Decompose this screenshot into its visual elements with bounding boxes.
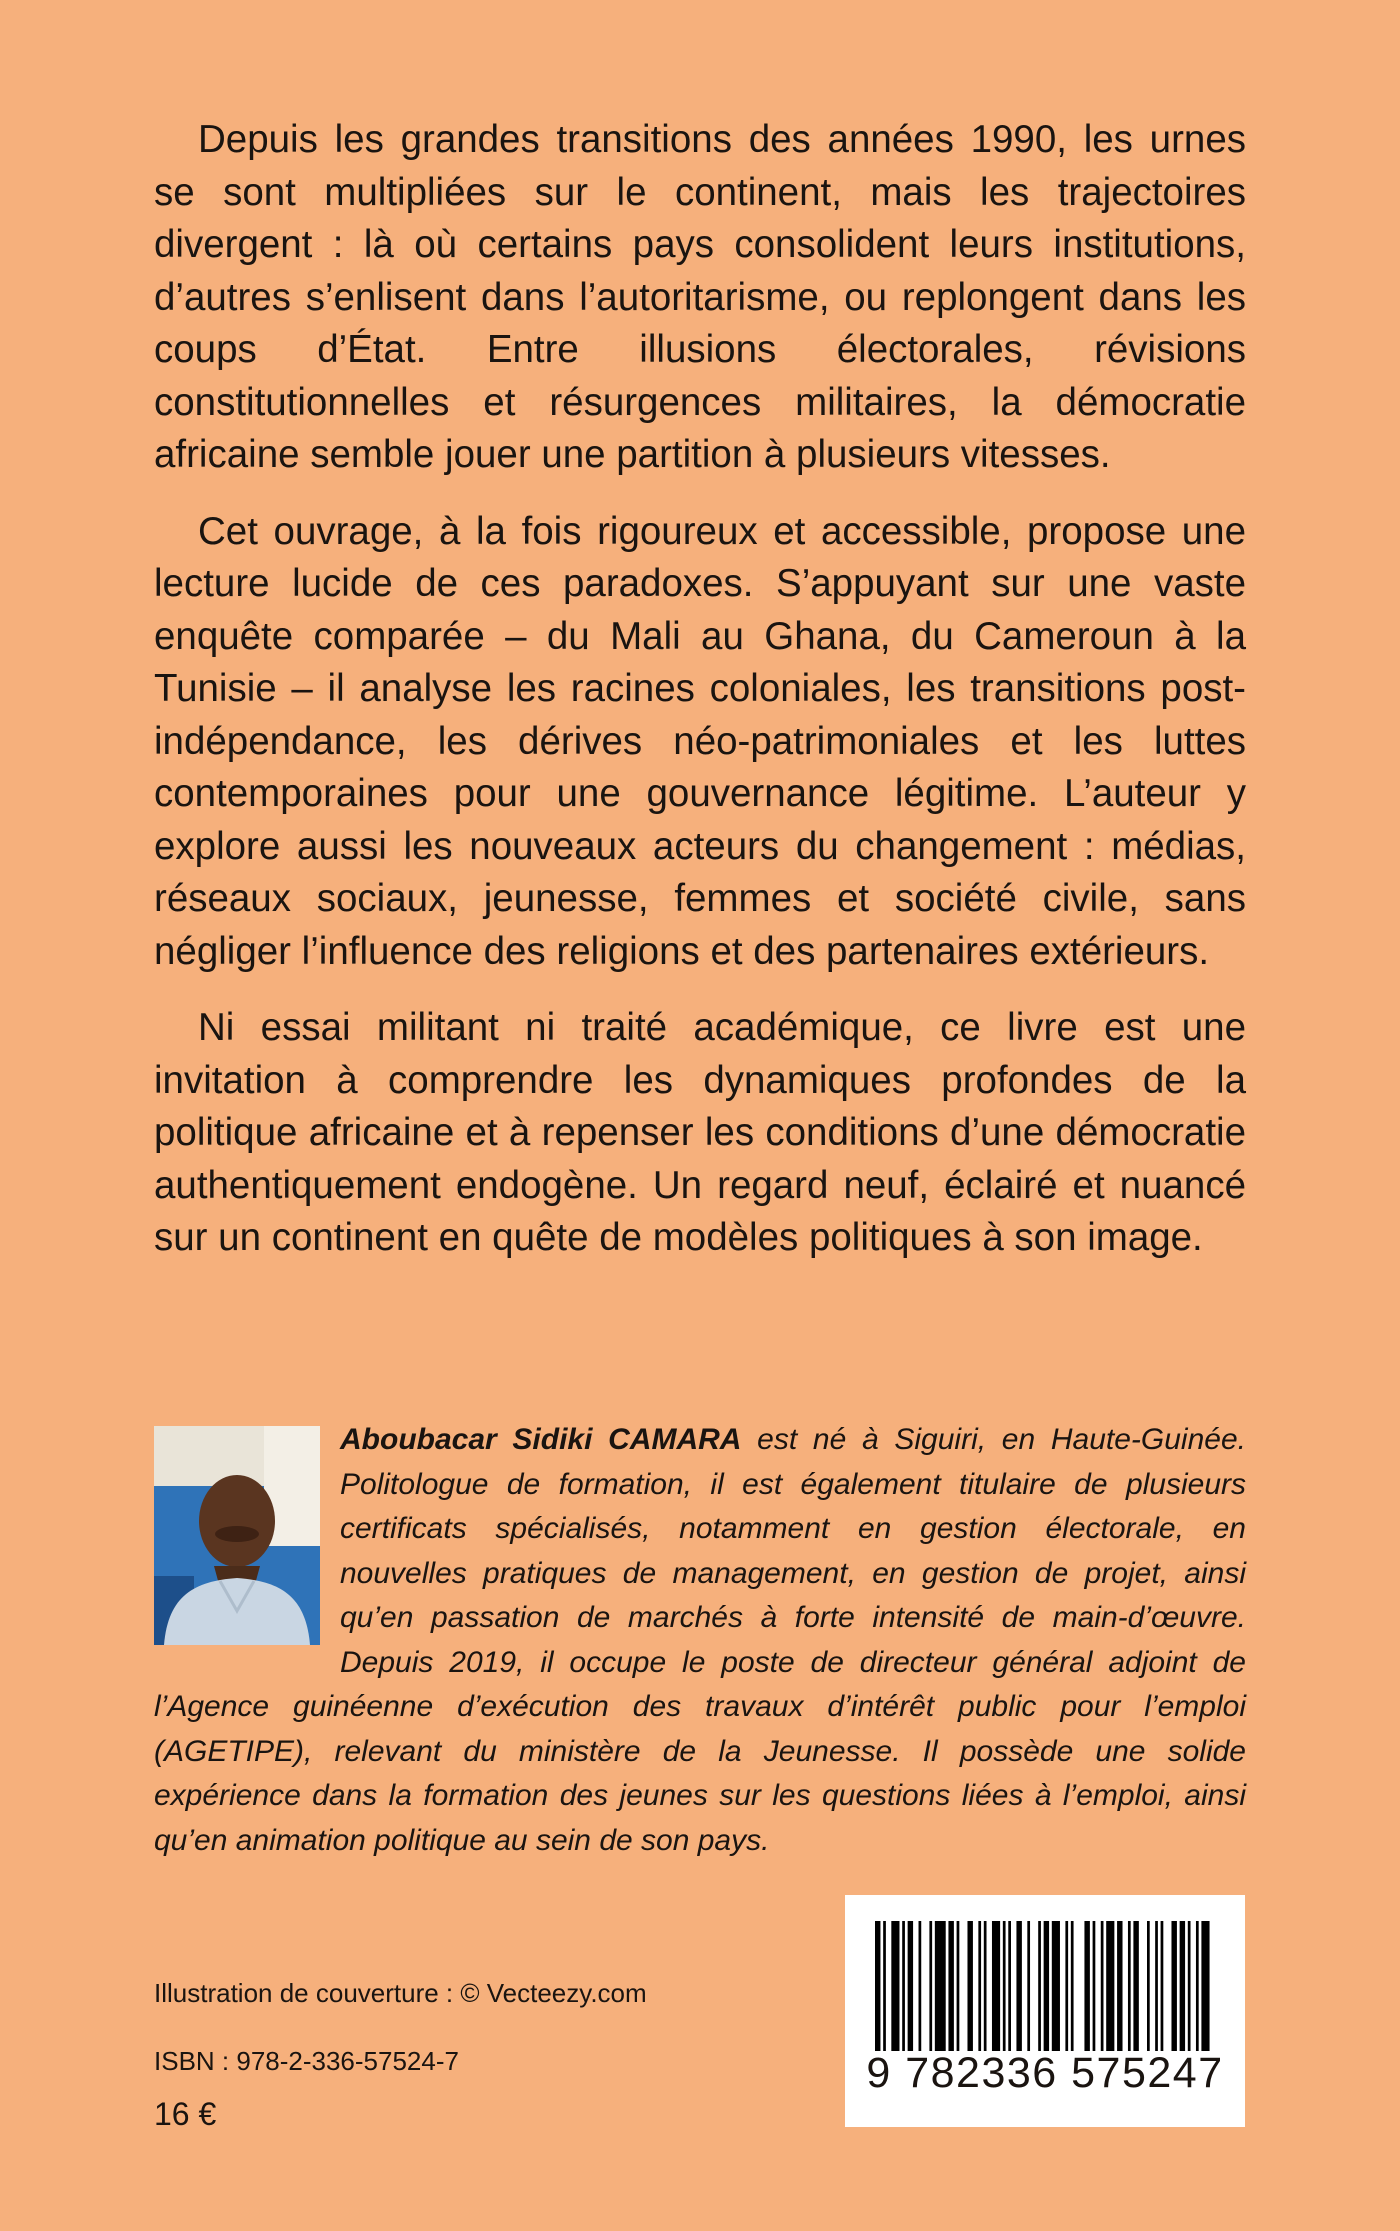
barcode-bars	[875, 1921, 1215, 2051]
summary-paragraph-1: Depuis les grandes transitions des années 1990, les urnes se sont multipliées sur le continent, mais les trajectoires divergent : là où certains pays consolident leurs institutions, d’autres s’enlisent dans l’autoritarisme, ou replongent dans les coups d’État. Entre illusions électorales, révisions constitutionnelles et résurgences militaires, la démocratie africaine semble jouer une partition à plusieurs vitesses.	[154, 118, 1246, 476]
summary-paragraph-3: Ni essai militant ni traité académique, ce livre est une invitation à comprendre les dynamiques profondes de la politique africaine et à repenser les conditions d’une démocratie authentiquement endogène. Un regard neuf, éclairé et nuancé sur un continent en quête de modèles politiques à son image.	[154, 1006, 1246, 1259]
author-name: Aboubacar Sidiki CAMARA	[340, 1423, 742, 1456]
author-bio	[154, 1418, 1246, 1863]
summary-paragraph-2: Cet ouvrage, à la fois rigoureux et accessible, propose une lecture lucide de ces paradoxes. S’appuyant sur une vaste enquête comparée – du Mali au Ghana, du Cameroun à la Tunisie – il analyse les racines coloniales, les transitions post-indépendance, les dérives néo-patrimoniales et les luttes contemporaines pour une gouvernance légitime. L’auteur y explore aussi les nouveaux acteurs du changement : médias, réseaux sociaux, jeunesse, femmes et société civile, sans négliger l’influence des religions et des partenaires extérieurs.	[154, 509, 1246, 973]
barcode-digits: 9 782336 575247	[866, 2049, 1224, 2097]
author-bio-text: est né à Siguiri, en Haute-Guinée. Politologue de formation, il est également titulaire de plusieurs certificats spécialisés, notamment en gestion électorale, en nouvelles pratiques de management, en gestion de projet, ainsi qu’en passation de marchés à forte intensité de main-d’œuvre. Depuis 2019, il occupe le poste de directeur général adjoint de l’Agence guinéenne d’exécution des travaux d’intérêt public pour l’emploi (AGETIPE), relevant du ministère de la Jeunesse. Il possède une solide expérience dans la formation des jeunes sur les questions liées à l’emploi, ainsi qu’en animation politique au sein de son pays.	[154, 1423, 1246, 1857]
price: 16 €	[154, 2096, 217, 2132]
isbn: ISBN : 978-2-336-57524-7	[154, 2046, 459, 2076]
author-photo	[154, 1426, 320, 1645]
barcode	[845, 1895, 1245, 2127]
cover-illustration-credit: Illustration de couverture : © Vecteezy.com	[154, 1978, 647, 2008]
book-summary	[154, 114, 1246, 1289]
